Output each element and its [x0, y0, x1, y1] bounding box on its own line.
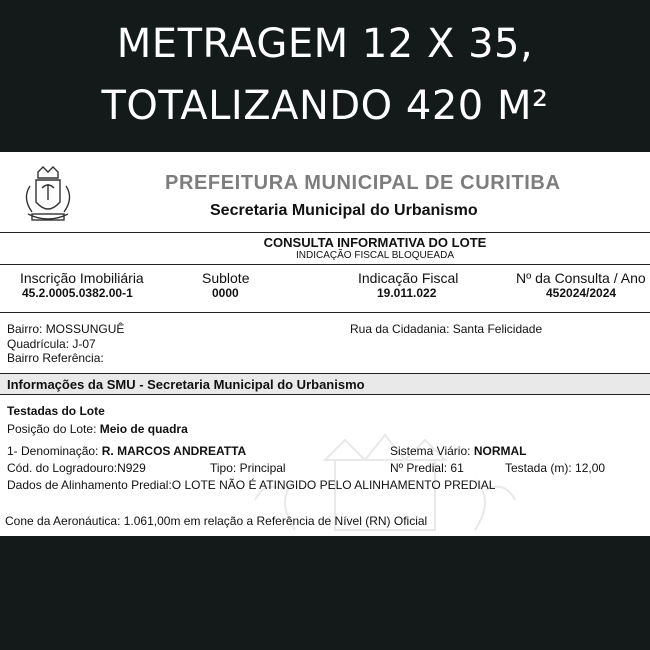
rua-cidadania-value: Santa Felicidade — [452, 322, 543, 336]
posicao-row — [7, 422, 188, 436]
numero-predial-value: 61 — [450, 461, 464, 475]
testada-label: Testada (m): — [505, 461, 572, 475]
rua-cidadania-label: Rua da Cidadania: — [350, 322, 450, 336]
divider — [0, 264, 650, 265]
denominacao-label: Denominação: — [21, 444, 99, 458]
indicacao-fiscal-label: Indicação Fiscal — [358, 270, 459, 286]
bairro-row — [7, 322, 124, 336]
cone-aeronautica-text: Cone da Aeronáutica: 1.061,00m em relação a Referência de Nível (RN) Oficial — [5, 514, 428, 528]
secretaria-title: Secretaria Municipal do Urbanismo — [210, 202, 478, 219]
bairro-referencia-label: Bairro Referência: — [7, 351, 104, 365]
codigo-logradouro-value: N929 — [117, 461, 146, 475]
curitiba-coat-of-arms-icon — [18, 164, 78, 224]
testadas-title: Testadas do Lote — [7, 404, 105, 418]
codigo-logradouro-label: Cód. do Logradouro: — [7, 461, 118, 475]
quadricula-value: J-07 — [72, 337, 96, 351]
rua-cidadania-row — [350, 322, 542, 336]
numero-predial-row — [390, 461, 464, 475]
divider — [0, 394, 650, 395]
inscricao-label: Inscrição Imobiliária — [20, 270, 144, 286]
testada-value: 12,00 — [575, 461, 606, 475]
consulta-numero-label: Nº da Consulta / Ano — [516, 270, 646, 286]
testada-row — [505, 461, 605, 475]
alinhamento-label: Dados de Alinhamento Predial: — [7, 478, 172, 492]
item-number: 1- — [7, 444, 18, 458]
posicao-value: Meio de quadra — [99, 422, 188, 436]
alinhamento-value: O LOTE NÃO É ATINGIDO PELO ALINHAMENTO PREDIAL — [171, 478, 496, 492]
tipo-value: Principal — [239, 461, 286, 475]
consulta-numero-value: 452024/2024 — [546, 286, 617, 300]
headline — [0, 0, 650, 150]
headline-line-2: TOTALIZANDO 420 M² — [101, 83, 549, 129]
document-excerpt — [0, 152, 650, 536]
sistema-viario-value: NORMAL — [473, 444, 527, 458]
quadricula-row — [7, 337, 96, 351]
inscricao-value: 45.2.0005.0382.00-1 — [22, 286, 133, 300]
consulta-title: CONSULTA INFORMATIVA DO LOTE — [263, 235, 487, 250]
divider — [0, 232, 650, 233]
sublote-label: Sublote — [202, 270, 250, 286]
denominacao-row — [7, 444, 246, 458]
headline-line-1: METRAGEM 12 X 35, — [116, 21, 534, 67]
alinhamento-row — [7, 478, 495, 492]
denominacao-value: R. MARCOS ANDREATTA — [101, 444, 247, 458]
consulta-subtitle: INDICAÇÃO FISCAL BLOQUEADA — [296, 250, 454, 261]
divider — [0, 312, 650, 313]
section-title: Informações da SMU - Secretaria Municipal do Urbanismo — [7, 377, 365, 392]
sistema-viario-row — [390, 444, 527, 458]
tipo-label: Tipo: — [210, 461, 237, 475]
quadricula-label: Quadrícula: — [7, 337, 70, 351]
sublote-value: 0000 — [212, 286, 239, 300]
numero-predial-label: Nº Predial: — [390, 461, 448, 475]
bairro-label: Bairro: — [7, 322, 43, 336]
prefeitura-title: PREFEITURA MUNICIPAL DE CURITIBA — [165, 172, 561, 194]
bairro-value: MOSSUNGUÊ — [45, 322, 125, 336]
sistema-viario-label: Sistema Viário: — [390, 444, 471, 458]
tipo-row — [210, 461, 286, 475]
posicao-label: Posição do Lote: — [7, 422, 97, 436]
codigo-logradouro-row — [7, 461, 146, 475]
indicacao-fiscal-value: 19.011.022 — [377, 286, 437, 300]
